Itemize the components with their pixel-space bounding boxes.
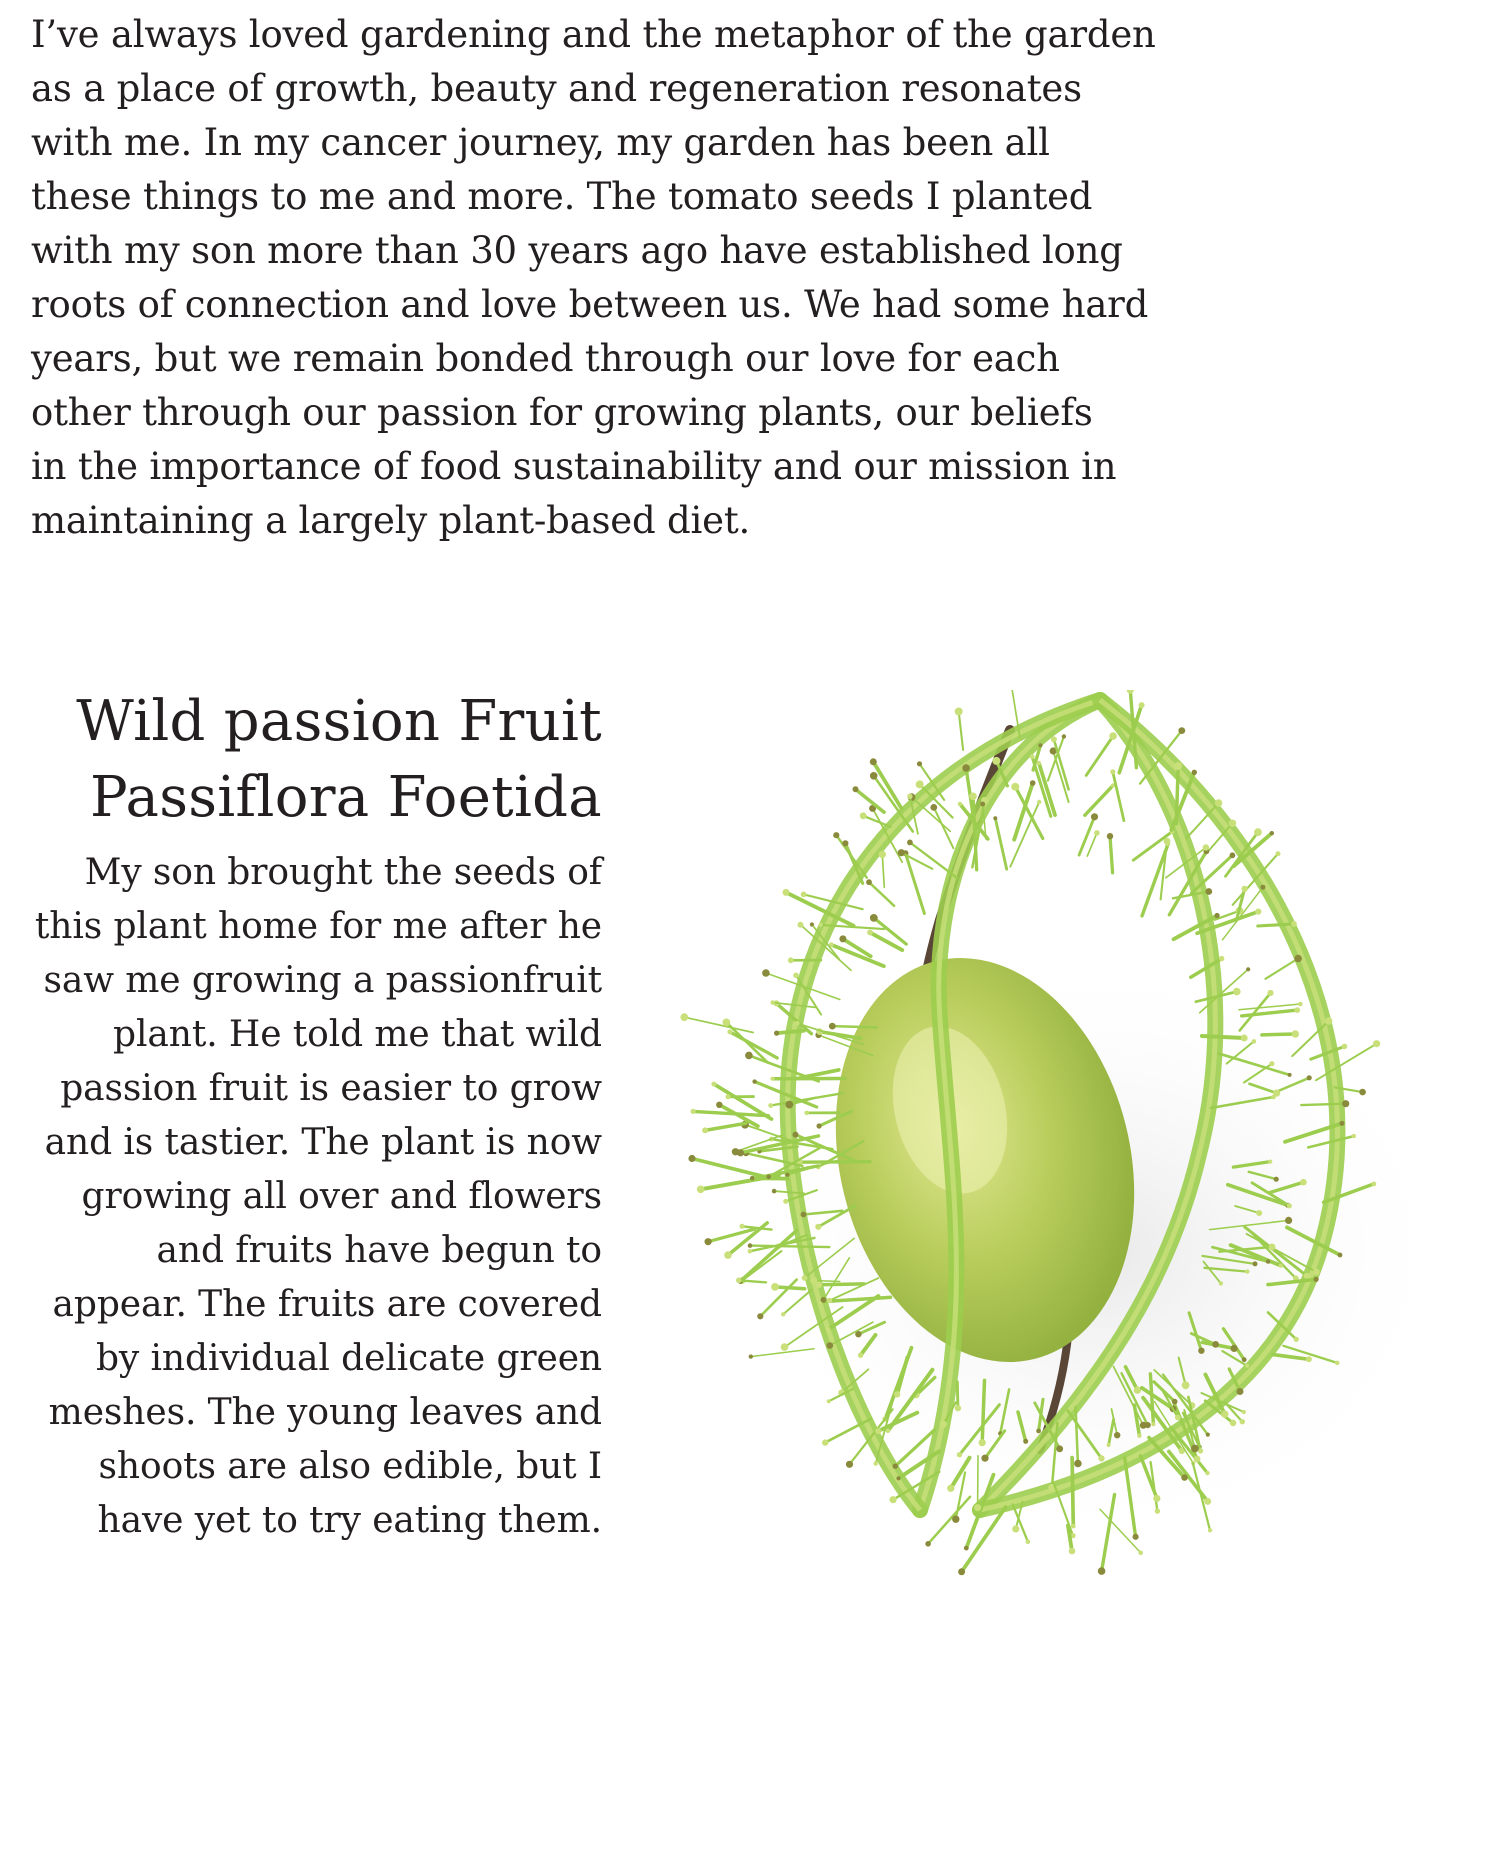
passion-fruit-photo: [680, 690, 1480, 1650]
intro-line: with my son more than 30 years ago have established long: [31, 229, 1123, 272]
plant-title: [20, 684, 602, 836]
intro-line: roots of connection and love between us. We had some hard: [31, 283, 1149, 326]
plant-description-line: this plant home for me after he: [34, 906, 602, 947]
plant-description-line: and is tastier. The plant is now: [44, 1122, 602, 1163]
passion-fruit-illustration: [680, 690, 1480, 1650]
plant-description-line: have yet to try eating them.: [97, 1500, 602, 1541]
plant-description-line: meshes. The young leaves and: [48, 1392, 602, 1433]
intro-line: in the importance of food sustainability and our mission in: [31, 445, 1117, 488]
plant-description-line: My son brought the seeds of: [84, 852, 602, 893]
intro-line: these things to me and more. The tomato seeds I planted: [31, 175, 1093, 218]
plant-description-line: by individual delicate green: [95, 1338, 602, 1379]
intro-line: years, but we remain bonded through our love for each: [31, 337, 1060, 380]
intro-line: with me. In my cancer journey, my garden has been all: [31, 121, 1050, 164]
plant-description-line: shoots are also edible, but I: [98, 1446, 602, 1487]
plant-description-line: plant. He told me that wild: [113, 1014, 602, 1055]
plant-description: [20, 846, 602, 1548]
plant-section: [20, 684, 602, 1548]
intro-line: maintaining a largely plant-based diet.: [31, 499, 751, 542]
plant-description-line: appear. The fruits are covered: [52, 1284, 602, 1325]
plant-description-line: and fruits have begun to: [156, 1230, 602, 1271]
intro-line: other through our passion for growing plants, our beliefs: [31, 391, 1093, 434]
plant-description-line: passion fruit is easier to grow: [60, 1068, 602, 1109]
intro-line: I’ve always loved gardening and the metaphor of the garden: [31, 13, 1156, 56]
intro-line: as a place of growth, beauty and regeneration resonates: [31, 67, 1082, 110]
plant-common-name: Wild passion Fruit: [76, 689, 602, 754]
intro-paragraph: [31, 8, 1211, 548]
plant-description-line: growing all over and flowers: [81, 1176, 602, 1217]
plant-description-line: saw me growing a passionfruit: [43, 960, 602, 1001]
plant-scientific-name: Passiflora Foetida: [90, 765, 602, 830]
